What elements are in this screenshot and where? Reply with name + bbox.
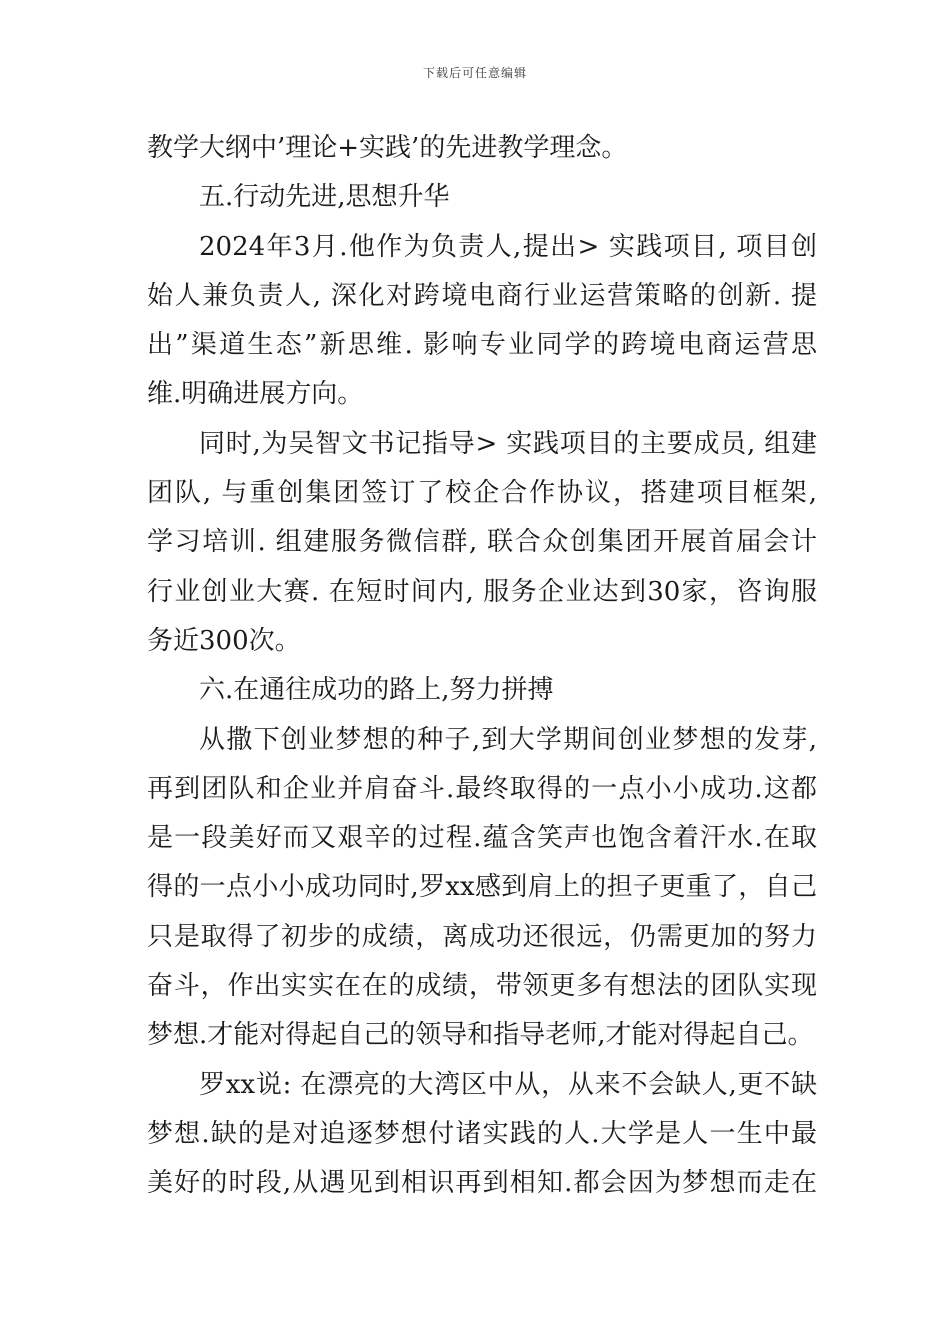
text-line: 务近300次。 bbox=[147, 625, 301, 656]
text-line: 出”渠道生态”新思维. 影响专业同学的跨境电商运营思 bbox=[147, 330, 817, 361]
document-body bbox=[147, 124, 817, 1209]
text-line: 2024年3月.他作为负责人,提出> 实践项目, 项目创 bbox=[199, 231, 817, 262]
text-line: 教学大纲中’理论+实践’的先进教学理念。 bbox=[147, 133, 628, 163]
text-line: 五.行动先进,思想升华 bbox=[199, 182, 450, 213]
text-line: 六.在通往成功的路上,努力拼搏 bbox=[199, 675, 554, 706]
text-line: 始人兼负责人, 深化对跨境电商行业运营策略的创新. 提 bbox=[147, 280, 817, 311]
text-line: 是一段美好而又艰辛的过程.蕴含笑声也饱含着汗水.在取 bbox=[147, 823, 817, 854]
text-line: 只是取得了初步的成绩，离成功还很远，仍需更加的努力 bbox=[147, 921, 817, 952]
text-line: 学习培训. 组建服务微信群, 联合众创集团开展首届会计 bbox=[147, 527, 817, 558]
text-line: 维.明确进展方向。 bbox=[147, 379, 364, 410]
text-line: 罗xx说: 在漂亮的大湾区中从，从来不会缺人,更不缺 bbox=[199, 1069, 817, 1100]
text-line: 梦想.缺的是对追逐梦想付诸实践的人.大学是人一生中最 bbox=[147, 1118, 817, 1149]
text-line: 同时,为吴智文书记指导> 实践项目的主要成员, 组建 bbox=[199, 428, 817, 459]
text-line: 再到团队和企业并肩奋斗.最终取得的一点小小成功.这都 bbox=[147, 773, 817, 804]
text-line: 奋斗，作出实实在在的成绩，带领更多有想法的团队实现 bbox=[147, 971, 817, 1002]
page-header-note: 下载后可任意编辑 bbox=[422, 66, 527, 80]
text-line: 团队, 与重创集团签订了校企合作协议，搭建项目框架, bbox=[147, 478, 817, 509]
text-line: 从撒下创业梦想的种子,到大学期间创业梦想的发芽, bbox=[199, 724, 817, 755]
text-line: 美好的时段,从遇见到相识再到相知.都会因为梦想而走在 bbox=[147, 1168, 817, 1199]
text-line: 行业创业大赛. 在短时间内, 服务企业达到30家，咨询服 bbox=[147, 576, 817, 607]
text-line: 梦想.才能对得起自己的领导和指导老师,才能对得起自己。 bbox=[147, 1020, 814, 1051]
text-line: 得的一点小小成功同时,罗xx感到肩上的担子更重了，自己 bbox=[147, 872, 817, 903]
